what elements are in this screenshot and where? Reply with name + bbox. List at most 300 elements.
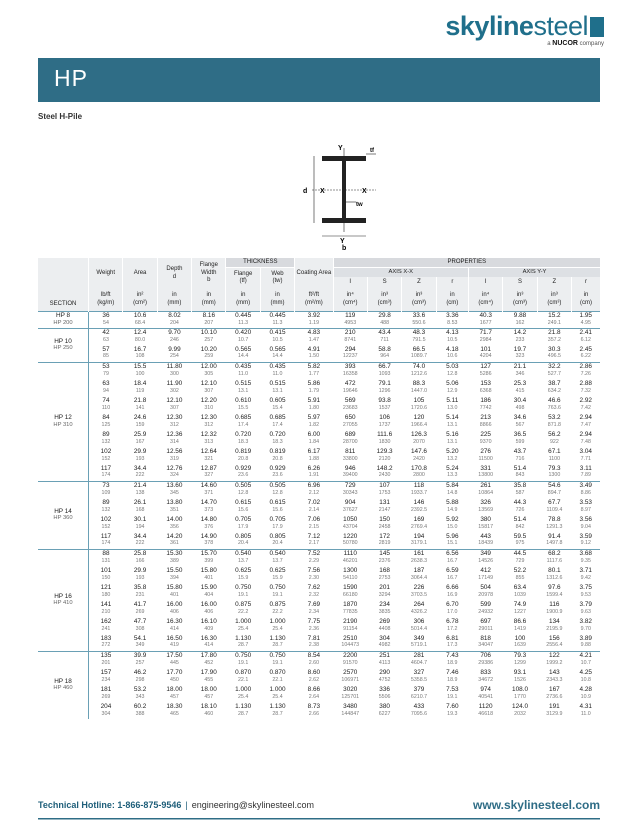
table-cell: 78.8 1291.3 (546, 516, 563, 530)
table-row (38, 702, 600, 719)
table-cell: 0.415 10.5 (260, 328, 294, 345)
table-cell: 1220 50780 (342, 532, 358, 547)
table-cell: 100 1639 (514, 634, 526, 649)
footer-rule (38, 818, 600, 822)
col-ry: r (572, 277, 600, 289)
h-pile-spec-table (38, 258, 600, 719)
table-cell: 14.60 371 (192, 481, 226, 498)
section-col-header: SECTION (38, 289, 89, 311)
table-cell: 0.605 15.4 (269, 397, 286, 411)
table-cell: 106 1737 (378, 414, 391, 428)
table-cell: 0.610 15.5 (235, 397, 252, 411)
table-cell: 380 15817 (478, 516, 494, 530)
table-cell: 80.1 1312.6 (546, 567, 563, 581)
table-cell: 1.130 28.7 (235, 703, 252, 717)
table-cell: 41.7 269 (133, 601, 147, 615)
table-row (38, 515, 600, 532)
table-cell: 0.565 14.4 (269, 345, 286, 360)
footer-separator: | (185, 800, 188, 810)
table-cell: 44.3 726 (513, 499, 527, 513)
col-sy: S (503, 277, 537, 289)
table-cell: 5.11 13.0 (446, 397, 459, 411)
table-cell: 2190 91154 (343, 618, 358, 632)
col-zx: Z (402, 277, 436, 289)
table-cell: 16.30 414 (166, 618, 183, 632)
table-cell: 12.30 312 (166, 414, 183, 428)
table-cell: 25.9 167 (133, 431, 147, 445)
table-cell: 706 29386 (468, 651, 502, 668)
table-cell: 6.26 1.91 (307, 464, 321, 479)
table-cell: 729 30343 (333, 481, 367, 498)
table-cell: 3.92 1.19 (295, 311, 333, 328)
table-cell: 946 39400 (342, 464, 358, 479)
technical-hotline: Technical Hotline: 1-866-875-9546 (38, 800, 182, 810)
page-subtitle: Steel H-Pile (38, 112, 83, 121)
table-cell: 93.8 1537 (378, 397, 391, 411)
table-cell: 71.7 2984 (468, 328, 502, 345)
table-row (38, 600, 600, 617)
table-cell: 0.929 23.6 (235, 464, 252, 479)
table-cell: 156 2556.4 (546, 634, 563, 649)
table-cell: 4.25 10.8 (579, 669, 592, 683)
table-cell: 10.10 257 (192, 328, 226, 345)
table-cell: 1.000 25.4 (235, 686, 252, 700)
table-cell: 101 4204 (479, 345, 492, 360)
table-row (38, 447, 600, 464)
table-cell: 17.90 455 (200, 669, 217, 683)
table-cell: 43.4 711 (367, 328, 401, 345)
table-cell: 281 4604.7 (402, 651, 436, 668)
table-cell: 3.53 8.97 (579, 499, 592, 513)
table-cell: 14.2 233 (503, 328, 537, 345)
table-cell: 67.1 1100 (548, 448, 561, 462)
table-cell: 15.80 401 (200, 567, 217, 581)
table-row (38, 379, 600, 396)
table-cell: 6.59 16.7 (446, 567, 459, 581)
table-cell: 349 5719.1 (410, 634, 428, 649)
table-cell: 191 3129.9 (546, 703, 563, 717)
table-cell: 35.8 231 (133, 584, 147, 598)
table-cell: 15.70 399 (192, 549, 226, 566)
table-cell: 25.3 415 (513, 380, 527, 394)
table-cell: 54.1 349 (133, 634, 147, 649)
table-cell: 974 40541 (478, 686, 494, 700)
table-cell: 201 3294 (378, 584, 391, 598)
table-cell: 3.59 9.12 (579, 532, 592, 547)
table-cell: 8.73 2.66 (307, 703, 321, 717)
table-cell: 5.91 1.80 (307, 397, 321, 411)
table-cell: 16.7 108 (133, 345, 147, 360)
table-cell: 73 109 (89, 481, 123, 498)
table-cell: 162 241 (100, 618, 112, 632)
table-cell: 6.56 16.7 (436, 549, 468, 566)
table-cell: 88 131 (89, 549, 123, 566)
table-cell: 264 4326.2 (410, 601, 428, 615)
table-cell: 21.8 141 (133, 397, 147, 411)
table-row (38, 481, 600, 498)
table-cell: 0.615 15.6 (235, 499, 252, 513)
table-cell: 7.43 18.9 (436, 651, 468, 668)
table-row (38, 566, 600, 583)
section-label: HP 8 HP 200 (38, 311, 89, 328)
col-web: Web (tw) (260, 267, 294, 289)
table-cell: 51.4 842 (513, 516, 527, 530)
table-cell: 11.90 302 (166, 380, 183, 394)
web-thickness-label: tw (356, 202, 363, 208)
logo-wordmark: skylinesteel (445, 12, 604, 40)
unit-cell: in³ (cm³) (537, 289, 571, 311)
axis-x-header: AXIS X-X (333, 267, 468, 277)
table-cell: 145 2376 (367, 549, 401, 566)
table-row (38, 430, 600, 447)
width-label: b (342, 245, 347, 252)
table-cell: 811 33800 (342, 448, 358, 462)
table-cell: 0.705 17.9 (269, 516, 286, 530)
table-row (38, 685, 600, 702)
table-cell: 4.91 1.50 (307, 345, 321, 360)
table-cell: 46.2 298 (133, 669, 147, 683)
unit-cell: in³ (cm³) (367, 289, 401, 311)
table-cell: 8.02 204 (157, 311, 191, 328)
table-cell: 349 14526 (468, 549, 502, 566)
table-cell: 29.9 193 (133, 448, 147, 462)
table-cell: 187 3064.4 (410, 567, 428, 581)
table-cell: 34.4 222 (133, 464, 147, 479)
table-cell: 0.705 17.9 (235, 516, 252, 530)
table-cell: 269 4408 (378, 618, 391, 632)
table-cell: 0.505 12.8 (226, 481, 260, 498)
table-cell: 7.62 2.32 (307, 584, 321, 598)
table-cell: 5.24 13.3 (446, 464, 459, 479)
table-cell: 3.36 8.53 (436, 311, 468, 328)
table-cell: 29.8 488 (367, 311, 401, 328)
table-cell: 74.0 1212.6 (402, 362, 436, 379)
table-cell: 7.02 2.14 (307, 499, 321, 513)
col-rx: r (436, 277, 468, 289)
table-cell: 7.75 2.36 (307, 618, 321, 632)
table-cell: 1.130 28.7 (235, 634, 252, 649)
units-row (38, 289, 600, 311)
table-cell: 7.56 2.30 (307, 567, 321, 581)
table-cell: 0.505 12.8 (260, 481, 294, 498)
table-cell: 12.20 310 (200, 397, 217, 411)
table-cell: 16.30 414 (200, 634, 217, 649)
table-cell: 42 63 (89, 328, 123, 345)
table-cell: 102 152 (100, 516, 112, 530)
table-cell: 131 2147 (378, 499, 391, 513)
title-banner (38, 58, 600, 102)
table-cell: 8.66 2.64 (307, 686, 321, 700)
table-row (38, 651, 600, 668)
table-cell: 101 150 (100, 567, 112, 581)
table-cell: 2510 104473 (341, 634, 360, 649)
table-cell: 0.625 15.9 (235, 567, 252, 581)
table-cell: 16.50 419 (166, 634, 183, 649)
table-cell: 1.000 25.4 (235, 618, 252, 632)
table-cell: 167 2736.6 (546, 686, 563, 700)
table-cell: 146 2392.5 (410, 499, 428, 513)
table-cell: 18.4 119 (133, 380, 147, 394)
table-cell: 3.71 9.42 (579, 567, 592, 581)
table-row (38, 396, 600, 413)
table-cell: 294 12237 (342, 345, 358, 360)
table-cell: 226 3703.5 (410, 584, 428, 598)
table-row (38, 413, 600, 430)
table-cell: 0.720 18.3 (235, 431, 252, 445)
table-cell: 7.06 2.15 (307, 516, 321, 530)
col-area: Area (123, 258, 157, 289)
table-cell: 3.75 9.53 (579, 584, 592, 598)
table-cell: 33.6 550.6 (402, 311, 436, 328)
table-cell: 134 2195.9 (546, 618, 563, 632)
table-cell: 127 5286 (468, 362, 502, 379)
table-cell: 124.0 2032 (512, 703, 529, 717)
table-cell: 0.870 22.1 (269, 669, 286, 683)
table-cell: 6.81 17.3 (446, 634, 459, 649)
col-zy: Z (537, 277, 571, 289)
table-cell: 18.00 457 (200, 686, 217, 700)
table-cell: 13.60 345 (157, 481, 191, 498)
table-cell: 56.2 922 (548, 431, 561, 445)
table-cell: 86.6 1419 (513, 618, 527, 632)
table-cell: 0.625 15.9 (269, 567, 286, 581)
table-cell: 7.52 2.29 (295, 549, 333, 566)
table-cell: 1.130 28.7 (269, 634, 286, 649)
table-cell: 63 94 (102, 380, 110, 394)
flange-thickness-label: tf (370, 148, 374, 154)
col-sx: S (367, 277, 401, 289)
group-properties: PROPERTIES (333, 258, 600, 267)
table-cell: 14.90 378 (200, 532, 217, 547)
table-cell: 8.54 2.60 (295, 651, 333, 668)
table-row (38, 532, 600, 549)
table-cell: 0.565 14.4 (235, 345, 252, 360)
section-label: HP 18 HP 460 (38, 651, 89, 719)
engineering-email-link[interactable]: engineering@skylinesteel.com (191, 800, 314, 810)
table-cell: 1.130 28.7 (269, 703, 286, 717)
table-row (38, 328, 600, 345)
table-cell: 12.10 307 (166, 397, 183, 411)
table-cell: 3.79 9.63 (579, 601, 592, 615)
table-cell: 904 37627 (342, 499, 358, 513)
table-cell: 148.2 2430 (376, 464, 393, 479)
table-cell: 105 1720.6 (410, 397, 428, 411)
table-cell: 0.805 20.4 (269, 532, 286, 547)
table-cell: 153 6368 (479, 380, 492, 394)
table-cell: 59.5 975 (513, 532, 527, 547)
table-cell: 15.5 100 (123, 362, 157, 379)
table-cell: 21.4 138 (123, 481, 157, 498)
table-cell: 327 5358.5 (410, 669, 428, 683)
table-cell: 48.3 791.5 (402, 328, 436, 345)
table-cell: 4.18 10.6 (446, 345, 459, 360)
table-cell: 472 19646 (342, 380, 358, 394)
table-cell: 47.7 308 (133, 618, 147, 632)
unit-cell: in (cm) (436, 289, 468, 311)
col-ix: I (333, 277, 367, 289)
table-cell: 4.28 10.9 (579, 686, 592, 700)
table-cell: 14.70 373 (200, 499, 217, 513)
table-cell: 30.4 498 (513, 397, 527, 411)
table-cell: 67.7 1109.4 (546, 499, 563, 513)
table-cell: 393 16358 (333, 362, 367, 379)
table-cell: 0.875 22.2 (235, 601, 252, 615)
unit-cell: in⁴ (cm⁴) (333, 289, 367, 311)
table-cell: 9.99 254 (168, 345, 181, 360)
website-link[interactable]: www.skylinesteel.com (473, 798, 600, 812)
table-cell: 2.94 7.47 (579, 414, 592, 428)
section-label: HP 12 HP 310 (38, 362, 89, 481)
table-cell: 24.6 159 (133, 414, 147, 428)
table-cell: 89 132 (101, 499, 111, 513)
table-cell: 0.435 11.0 (260, 362, 294, 379)
table-cell: 12.64 321 (200, 448, 217, 462)
table-cell: 6.96 2.12 (295, 481, 333, 498)
table-cell: 44.5 729 (503, 549, 537, 566)
table-cell: 14.20 361 (166, 532, 183, 547)
table-cell: 8.60 2.62 (307, 669, 321, 683)
table-cell: 306 5014.4 (410, 618, 428, 632)
table-cell: 2.94 7.48 (579, 431, 592, 445)
table-cell: 135 201 (89, 651, 123, 668)
table-row (38, 362, 600, 379)
table-cell: 147.6 2420 (410, 448, 427, 462)
table-cell: 29.9 193 (133, 567, 147, 581)
table-cell: 88.3 1447.0 (410, 380, 428, 394)
table-cell: 16.10 409 (200, 618, 217, 632)
table-cell: 3.11 7.89 (579, 464, 592, 479)
table-cell: 433 7095.6 (410, 703, 428, 717)
table-cell: 213 8866 (479, 414, 492, 428)
table-cell: 0.420 10.7 (226, 328, 260, 345)
table-cell: 54.6 894.7 (537, 481, 571, 498)
table-cell: 15.50 394 (166, 567, 183, 581)
table-cell: 16.00 406 (166, 601, 183, 615)
table-cell: 150 2458 (378, 516, 391, 530)
table-cell: 161 2638.3 (402, 549, 436, 566)
table-cell: 141 210 (100, 601, 112, 615)
table-cell: 168 2753 (378, 567, 391, 581)
table-cell: 16.00 406 (200, 601, 217, 615)
table-cell: 7.69 2.34 (307, 601, 321, 615)
table-row (38, 668, 600, 685)
table-cell: 102 152 (100, 448, 112, 462)
table-cell: 4.13 10.5 (436, 328, 468, 345)
table-cell: 2.92 7.42 (579, 397, 592, 411)
table-cell: 84 125 (101, 414, 111, 428)
table-cell: 11.80 300 (157, 362, 191, 379)
table-cell: 331 13800 (478, 464, 494, 479)
axis-x-left-label: X (320, 188, 325, 195)
table-cell: 5.92 15.0 (446, 516, 459, 530)
table-cell: 12.30 312 (200, 414, 217, 428)
table-cell: 0.435 11.0 (226, 362, 260, 379)
table-cell: 6.00 1.84 (307, 431, 321, 445)
unit-cell: in (mm) (226, 289, 260, 311)
table-cell: 5.03 12.8 (436, 362, 468, 379)
table-cell: 12.4 80.0 (123, 328, 157, 345)
table-cell: 13.80 351 (166, 499, 183, 513)
table-cell: 25.8 166 (123, 549, 157, 566)
table-cell: 32.2 527.7 (537, 362, 571, 379)
table-cell: 6.78 17.2 (446, 618, 459, 632)
table-cell: 12.76 324 (166, 464, 183, 479)
page-footer (38, 800, 600, 810)
table-cell: 0.685 17.4 (269, 414, 286, 428)
table-cell: 599 24932 (478, 601, 494, 615)
table-body (38, 311, 600, 719)
table-cell: 89 132 (101, 431, 111, 445)
table-cell: 18.00 457 (166, 686, 183, 700)
table-cell: 336 5506 (378, 686, 391, 700)
table-cell: 97.6 1599.4 (546, 584, 563, 598)
table-cell: 181 269 (100, 686, 112, 700)
table-cell: 116 1900.9 (546, 601, 563, 615)
table-cell: 169 2769.4 (410, 516, 428, 530)
table-cell: 4.31 11.0 (579, 703, 592, 717)
table-cell: 68.2 1117.6 (537, 549, 571, 566)
table-cell: 186 7742 (479, 397, 492, 411)
table-cell: 569 23683 (342, 397, 358, 411)
table-cell: 40.3 1677 (468, 311, 502, 328)
axis-y-bottom-label: Y (340, 238, 345, 245)
table-cell: 12.87 327 (200, 464, 217, 479)
table-row (38, 617, 600, 634)
table-cell: 2570 106971 (341, 669, 360, 683)
table-cell: 0.750 19.1 (260, 651, 294, 668)
table-cell: 0.929 23.6 (269, 464, 286, 479)
table-cell: 1120 46618 (478, 703, 494, 717)
table-cell: 1300 54110 (343, 567, 358, 581)
table-cell: 183 272 (100, 634, 112, 649)
table-cell: 117 174 (100, 464, 112, 479)
table-cell: 143 2343.3 (546, 669, 563, 683)
table-cell: 39.9 257 (123, 651, 157, 668)
table-cell: 52.2 855 (513, 567, 527, 581)
table-header (38, 258, 600, 311)
table-cell: 697 29011 (478, 618, 493, 632)
table-cell: 689 28700 (342, 431, 358, 445)
axis-y-top-label: Y (338, 145, 343, 152)
table-cell: 276 11500 (478, 448, 493, 462)
table-cell: 91.4 1497.8 (546, 532, 563, 547)
unit-cell: in² (cm²) (123, 289, 157, 311)
table-cell: 46.6 763.6 (547, 397, 562, 411)
table-cell: 2.41 6.12 (572, 328, 600, 345)
table-cell: 3.49 8.86 (572, 481, 600, 498)
table-cell: 18.30 465 (166, 703, 183, 717)
table-cell: 7.46 18.9 (446, 669, 459, 683)
table-cell: 1050 43704 (342, 516, 358, 530)
depth-label: d (303, 188, 308, 195)
table-cell: 2.88 7.32 (579, 380, 592, 394)
table-cell: 10.6 68.4 (123, 311, 157, 328)
table-cell: 1.000 25.4 (269, 686, 286, 700)
table-cell: 53 79 (89, 362, 123, 379)
table-cell: 3020 125701 (341, 686, 360, 700)
unit-cell: lb/ft (kg/m) (89, 289, 123, 311)
table-cell: 0.750 19.1 (269, 584, 286, 598)
table-cell: 12.32 313 (200, 431, 217, 445)
col-flange-width: Flange Width b (192, 258, 226, 289)
table-cell: 0.750 19.1 (226, 651, 260, 668)
table-cell: 650 27055 (342, 414, 358, 428)
table-cell: 4.21 10.7 (572, 651, 600, 668)
table-row (38, 345, 600, 362)
table-cell: 58.8 964 (378, 345, 391, 360)
section-label: HP 10 HP 250 (38, 328, 89, 362)
table-cell: 0.515 13.1 (235, 380, 252, 394)
